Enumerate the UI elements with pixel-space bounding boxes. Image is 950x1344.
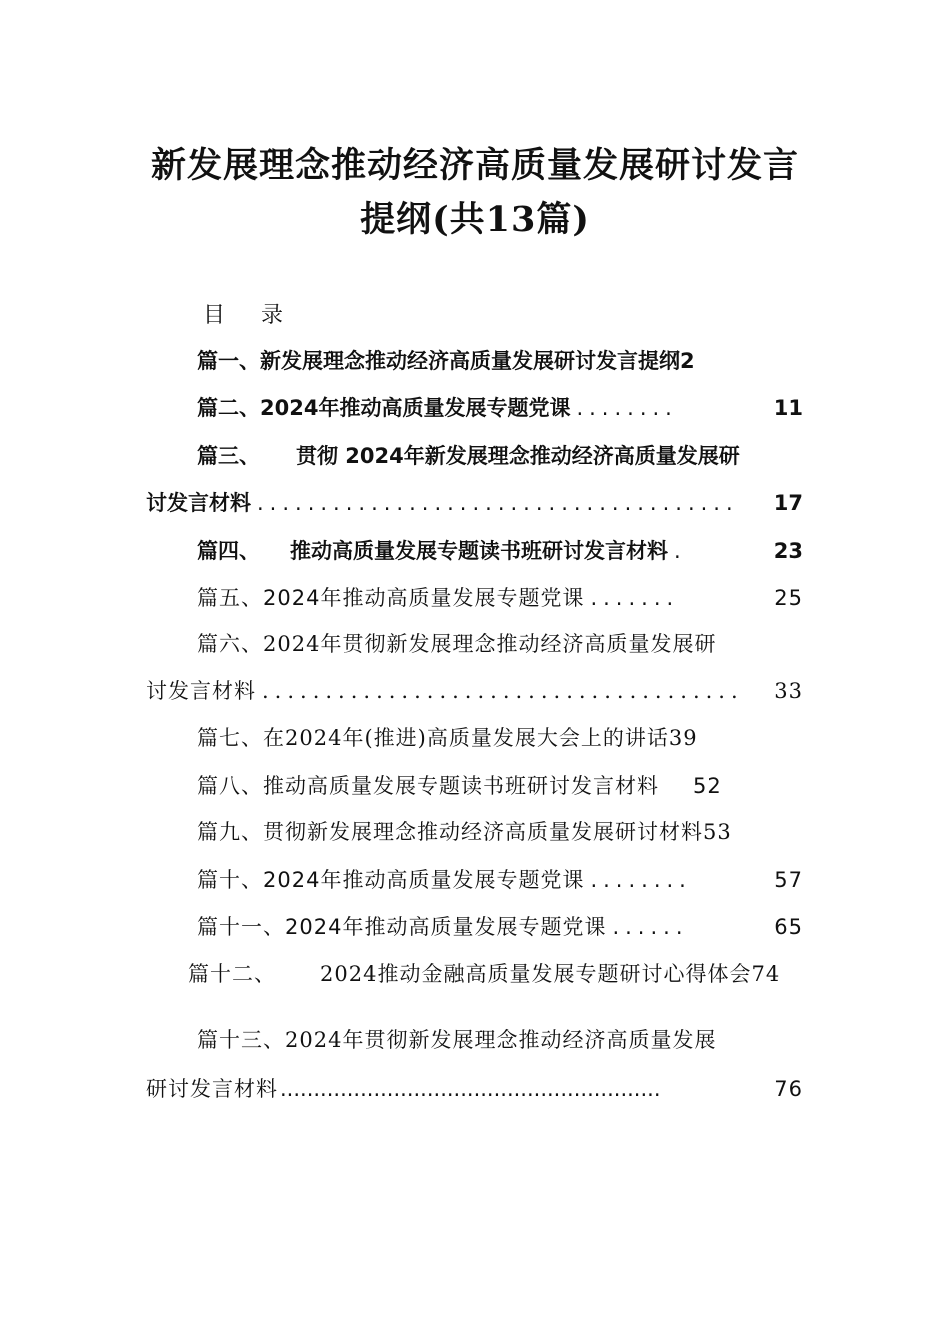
toc-entry-3-line-1[interactable] — [197, 440, 807, 472]
document-title-line-1: 新发展理念推动经济高质量发展研讨发言 — [150, 145, 799, 186]
toc-entry-page: 11 — [773, 396, 803, 420]
toc-entry-2[interactable] — [197, 392, 803, 424]
toc-entry-13-line-1[interactable] — [197, 1024, 807, 1056]
toc-entry-label: 篇十三、2024年贯彻新发展理念推动经济高质量发展 — [197, 1028, 717, 1052]
toc-entry-page: 33 — [774, 679, 803, 703]
toc-entry-6-line-2[interactable] — [146, 675, 803, 707]
toc-entry-11[interactable] — [197, 911, 803, 943]
toc-heading — [203, 302, 283, 330]
toc-entry-5[interactable] — [197, 582, 803, 614]
toc-entry-9[interactable] — [197, 816, 827, 848]
toc-entry-page: 52 — [693, 774, 722, 798]
toc-entry-page: 53 — [703, 820, 732, 844]
toc-heading-left: 目 — [203, 303, 226, 328]
toc-entry-page: 76 — [774, 1077, 803, 1101]
toc-entry-label: 篇三、 — [197, 444, 260, 468]
toc-leader-dots: ...................................... — [262, 679, 744, 703]
toc-entry-label-wrap: 讨发言材料 — [146, 679, 256, 703]
toc-leader-dots: ...................................... — [257, 491, 739, 515]
toc-entry-page: 2 — [680, 349, 695, 373]
toc-entry-label-cont: 推动高质量发展专题读书班研讨发言材料 — [290, 539, 668, 563]
document-title-line-2: 提纲(共13篇) — [360, 199, 590, 240]
toc-entry-page: 25 — [774, 586, 803, 610]
toc-entry-13-line-2[interactable] — [146, 1073, 803, 1105]
toc-leader-dots: ........ — [576, 396, 678, 420]
toc-entry-label-cont: 贯彻 2024年新发展理念推动经济高质量发展研 — [296, 444, 740, 468]
toc-entry-label-wrap: 讨发言材料 — [146, 491, 251, 515]
toc-entry-8[interactable] — [197, 770, 807, 802]
toc-entry-page: 23 — [773, 539, 803, 563]
toc-entry-page: 57 — [774, 868, 803, 892]
toc-leader-dots: ........ — [590, 868, 692, 892]
toc-leader-dots: . — [674, 539, 687, 563]
toc-entry-label-cont: 2024推动金融高质量发展专题研讨心得体会 — [320, 962, 752, 986]
toc-entry-label: 篇七、在2024年(推进)高质量发展大会上的讲话 — [197, 726, 669, 750]
toc-entry-page: 65 — [774, 915, 803, 939]
toc-entry-page: 74 — [751, 962, 781, 986]
toc-entry-7[interactable] — [197, 722, 827, 754]
toc-leader-dots: ......................................................... — [280, 1077, 661, 1101]
toc-entry-page: 39 — [668, 726, 698, 750]
toc-entry-10[interactable] — [197, 864, 803, 896]
toc-entry-label: 篇一、新发展理念推动经济高质量发展研讨发言提纲 — [197, 349, 680, 373]
toc-leader-dots: ...... — [612, 915, 689, 939]
toc-entry-label: 篇四、 — [197, 539, 260, 563]
toc-heading-right: 录 — [261, 303, 284, 328]
toc-entry-label: 篇二、2024年推动高质量发展专题党课 — [197, 396, 571, 420]
toc-entry-3-line-2[interactable] — [146, 487, 803, 519]
toc-entry-label: 篇六、2024年贯彻新发展理念推动经济高质量发展研 — [197, 632, 717, 656]
toc-leader-dots: ....... — [590, 586, 680, 610]
toc-entry-6-line-1[interactable] — [197, 628, 807, 660]
toc-entry-page: 17 — [773, 491, 803, 515]
toc-entry-label: 篇十、2024年推动高质量发展专题党课 — [197, 868, 585, 892]
toc-entry-label: 篇十一、2024年推动高质量发展专题党课 — [197, 915, 607, 939]
toc-entry-label: 篇十二、 — [188, 962, 276, 986]
toc-entry-1[interactable] — [197, 345, 817, 377]
toc-entry-label: 篇九、贯彻新发展理念推动经济高质量发展研讨材料 — [197, 820, 703, 844]
toc-entry-label: 篇五、2024年推动高质量发展专题党课 — [197, 586, 585, 610]
toc-entry-label: 篇八、推动高质量发展专题读书班研讨发言材料 — [197, 774, 659, 798]
toc-entry-4[interactable] — [197, 535, 803, 567]
toc-entry-12[interactable] — [188, 958, 833, 990]
toc-entry-label-wrap: 研讨发言材料 — [146, 1077, 278, 1101]
